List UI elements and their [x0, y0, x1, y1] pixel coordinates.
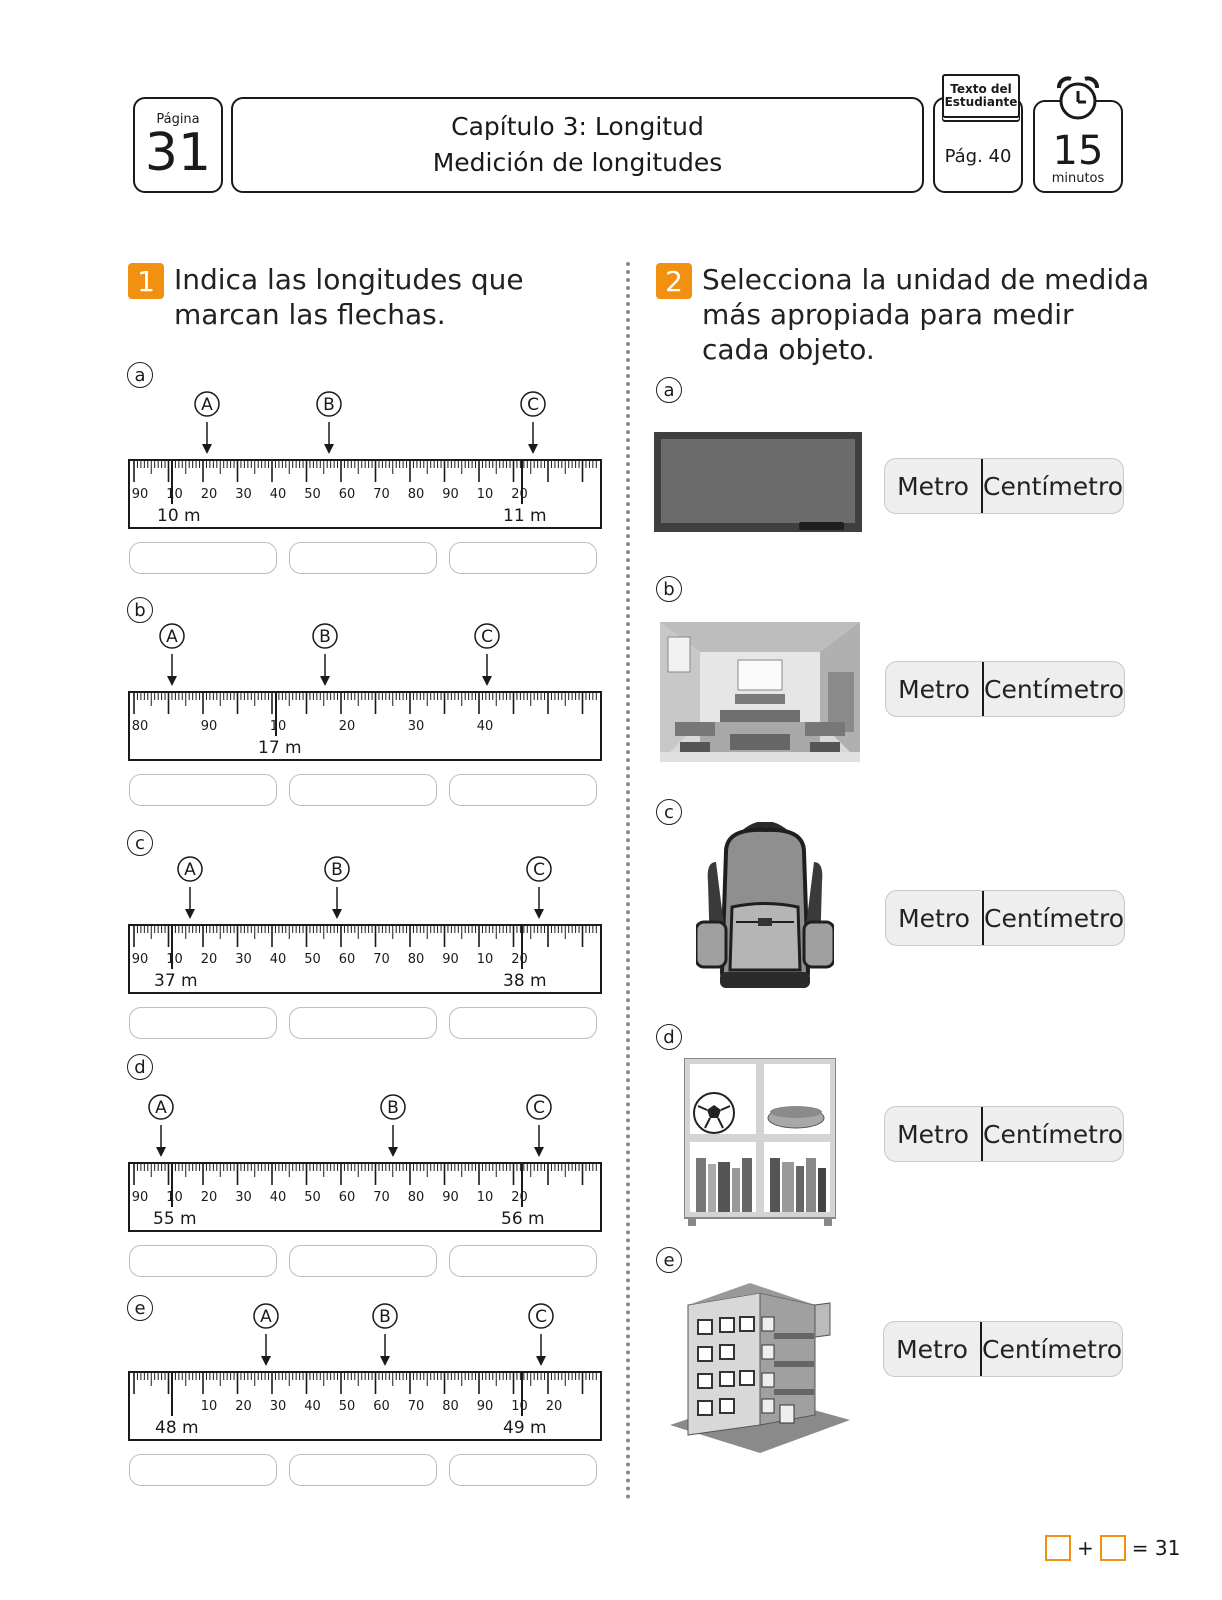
option-metro-c[interactable]: Metro — [886, 891, 984, 945]
option-centimetro-b[interactable]: Centímetro — [984, 674, 1124, 704]
score-footer — [1045, 1535, 1180, 1561]
ruler-tick-label: 20 — [545, 1399, 563, 1414]
ruler-meter-label: 55 m — [153, 1209, 197, 1229]
ruler-tick-label: 80 — [407, 1190, 425, 1205]
ruler-meter-label: 11 m — [503, 506, 547, 526]
ruler-tick-label: 10 — [200, 1399, 218, 1414]
answer-box-e-C[interactable] — [449, 1454, 597, 1486]
answer-box-b-A[interactable] — [129, 774, 277, 806]
arrow-head — [388, 1147, 398, 1157]
exercise-2-badge: 2 — [656, 263, 692, 299]
page-number-box — [133, 97, 223, 193]
ruler-tick-label: 30 — [235, 1190, 252, 1205]
ruler-tick-label: 90 — [131, 952, 149, 967]
arrow-head — [202, 444, 212, 454]
ruler-d — [120, 1093, 610, 1238]
ruler-tick-label: 50 — [338, 1399, 356, 1414]
arrow-label-B: B — [331, 860, 343, 880]
ruler-tick-label: 20 — [200, 1190, 218, 1205]
arrow-head — [185, 909, 195, 919]
score-plus: + — [1077, 1536, 1094, 1560]
ruler-tick-label: 90 — [131, 1190, 149, 1205]
ruler-tick-label: 20 — [338, 719, 356, 734]
option-centimetro-e[interactable]: Centímetro — [982, 1334, 1122, 1364]
alarm-clock-icon — [1052, 74, 1104, 124]
arrow-head — [320, 676, 330, 686]
ruler-tick-label: 80 — [407, 952, 425, 967]
ruler-tick-label: 90 — [200, 719, 218, 734]
item-d-letter: d — [656, 1024, 682, 1050]
arrow-label-C: C — [535, 1307, 547, 1327]
ruler-tick-label: 40 — [304, 1399, 321, 1414]
arrow-head — [380, 1356, 390, 1366]
ruler-tick-label: 20 — [511, 487, 528, 502]
column-divider — [626, 262, 630, 1500]
ruler-tick-label: 70 — [373, 952, 390, 967]
ruler-tick-label: 10 — [166, 1190, 183, 1205]
option-metro-d[interactable]: Metro — [885, 1107, 983, 1161]
exercise-2-line-3: cada objeto. — [702, 333, 875, 366]
option-metro-a[interactable]: Metro — [885, 459, 983, 513]
exercise-2-instruction — [702, 262, 1172, 367]
ruler-tick-label: 10 — [166, 952, 183, 967]
arrow-head — [528, 444, 538, 454]
ruler-tick-label: 90 — [442, 1190, 459, 1205]
ruler-meter-label: 10 m — [157, 506, 201, 526]
score-box-1[interactable] — [1045, 1535, 1071, 1561]
ruler-tick-label: 20 — [200, 487, 218, 502]
ruler-tick-label: 40 — [476, 719, 494, 734]
arrow-head — [167, 676, 177, 686]
student-text-label-1: Texto del — [950, 82, 1012, 96]
item-e-letter: e — [656, 1247, 682, 1273]
ruler-e-letter: e — [127, 1295, 153, 1321]
exercise-1-instruction — [174, 262, 604, 332]
arrow-head — [324, 444, 334, 454]
arrow-label-C: C — [533, 860, 545, 880]
ruler-tick-label: 70 — [373, 487, 390, 502]
ruler-tick-label: 20 — [200, 952, 218, 967]
ruler-tick-label: 90 — [131, 487, 149, 502]
ruler-meter-label: 38 m — [503, 971, 547, 991]
ruler-tick-label: 30 — [269, 1399, 287, 1414]
answer-box-a-B[interactable] — [289, 542, 437, 574]
ruler-tick-label: 10 — [476, 1190, 494, 1205]
score-box-2[interactable] — [1100, 1535, 1126, 1561]
arrow-label-C: C — [533, 1098, 545, 1118]
arrow-head — [536, 1356, 546, 1366]
ruler-tick-label: 10 — [269, 719, 287, 734]
ruler-tick-label: 10 — [511, 1399, 528, 1414]
arrow-head — [156, 1147, 166, 1157]
exercise-2-line-2: más apropiada para medir — [702, 298, 1074, 331]
ruler-a — [120, 390, 610, 535]
item-b-letter: b — [656, 576, 682, 602]
exercise-2-line-1: Selecciona la unidad de medida — [702, 263, 1150, 296]
arrow-label-C: C — [481, 627, 493, 647]
item-c-letter: c — [656, 799, 682, 825]
ruler-tick-label: 90 — [476, 1399, 494, 1414]
answer-box-b-B[interactable] — [289, 774, 437, 806]
ruler-meter-label: 48 m — [155, 1418, 199, 1438]
unit-selector-e — [883, 1321, 1123, 1377]
student-text-page: Pág. 40 — [944, 145, 1012, 167]
ruler-tick-label: 60 — [338, 952, 356, 967]
exercise-1-line-2: marcan las flechas. — [174, 298, 446, 331]
arrow-label-B: B — [379, 1307, 391, 1327]
ruler-tick-label: 60 — [338, 1190, 356, 1205]
ruler-c — [120, 855, 610, 1000]
arrow-label-A: A — [184, 860, 196, 880]
unit-selector-d — [884, 1106, 1124, 1162]
ruler-tick-label: 30 — [407, 719, 425, 734]
ruler-tick-label: 80 — [407, 487, 425, 502]
ruler-tick-label: 40 — [269, 1190, 287, 1205]
ruler-meter-label: 56 m — [501, 1209, 545, 1229]
arrow-label-B: B — [387, 1098, 399, 1118]
option-centimetro-c[interactable]: Centímetro — [984, 903, 1124, 933]
answer-box-b-C[interactable] — [449, 774, 597, 806]
building-image — [670, 1275, 850, 1455]
ruler-tick-label: 60 — [373, 1399, 390, 1414]
ruler-e — [120, 1302, 610, 1447]
arrow-head — [534, 909, 544, 919]
ruler-meter-label: 49 m — [503, 1418, 547, 1438]
ruler-tick-label: 10 — [476, 952, 494, 967]
bookshelf-image — [684, 1058, 836, 1226]
ruler-tick-label: 20 — [235, 1399, 252, 1414]
unit-selector-c — [885, 890, 1125, 946]
answer-box-a-C[interactable] — [449, 542, 597, 574]
arrow-label-B: B — [323, 395, 335, 415]
ruler-tick-label: 10 — [166, 487, 183, 502]
answer-box-d-B[interactable] — [289, 1245, 437, 1277]
chapter-title-box — [231, 97, 924, 193]
ruler-tick-label: 50 — [304, 1190, 321, 1205]
chapter-title: Capítulo 3: Longitud — [451, 112, 704, 141]
ruler-tick-label: 40 — [269, 487, 287, 502]
ruler-tick-label: 30 — [235, 487, 252, 502]
student-text-label-2: Estudiante — [944, 95, 1018, 109]
backpack-image — [696, 822, 834, 990]
ruler-tick-label: 40 — [269, 952, 287, 967]
ruler-tick-label: 80 — [131, 719, 149, 734]
option-centimetro-a[interactable]: Centímetro — [983, 471, 1123, 501]
book-icon — [942, 74, 1020, 118]
answer-box-c-A[interactable] — [129, 1007, 277, 1039]
option-centimetro-d[interactable]: Centímetro — [983, 1119, 1123, 1149]
ruler-meter-label: 17 m — [258, 738, 302, 758]
ruler-tick-label: 60 — [338, 487, 356, 502]
arrow-label-C: C — [527, 395, 539, 415]
answer-box-e-B[interactable] — [289, 1454, 437, 1486]
exercise-1-badge: 1 — [128, 263, 164, 299]
arrow-label-A: A — [201, 395, 213, 415]
unit-selector-b — [885, 661, 1125, 717]
answer-box-d-A[interactable] — [129, 1245, 277, 1277]
arrow-label-B: B — [319, 627, 331, 647]
arrow-head — [482, 676, 492, 686]
arrow-label-A: A — [166, 627, 178, 647]
answer-box-d-C[interactable] — [449, 1245, 597, 1277]
item-a-letter: a — [656, 377, 682, 403]
score-total: = 31 — [1131, 1536, 1181, 1560]
ruler-tick-label: 70 — [373, 1190, 390, 1205]
chapter-subtitle: Medición de longitudes — [432, 148, 723, 177]
ruler-a-letter: a — [127, 362, 153, 388]
classroom-image — [660, 622, 860, 762]
answer-box-c-C[interactable] — [449, 1007, 597, 1039]
ruler-tick-label: 50 — [304, 952, 321, 967]
time-value: 15 — [1052, 128, 1104, 174]
arrow-label-A: A — [155, 1098, 167, 1118]
arrow-head — [261, 1356, 271, 1366]
unit-selector-a — [884, 458, 1124, 514]
ruler-tick-label: 90 — [442, 487, 459, 502]
ruler-c-letter: c — [127, 830, 153, 856]
arrow-head — [534, 1147, 544, 1157]
exercise-1-line-1: Indica las longitudes que — [174, 263, 524, 296]
option-metro-e[interactable]: Metro — [884, 1322, 982, 1376]
ruler-d-letter: d — [127, 1054, 153, 1080]
ruler-tick-label: 90 — [442, 952, 459, 967]
page-number: 31 — [144, 122, 212, 183]
ruler-b — [120, 622, 610, 767]
arrow-head — [332, 909, 342, 919]
ruler-tick-label: 30 — [235, 952, 252, 967]
ruler-tick-label: 70 — [407, 1399, 425, 1414]
ruler-tick-label: 50 — [304, 487, 321, 502]
answer-box-e-A[interactable] — [129, 1454, 277, 1486]
option-metro-b[interactable]: Metro — [886, 662, 984, 716]
ruler-tick-label: 10 — [476, 487, 494, 502]
ruler-meter-label: 37 m — [154, 971, 198, 991]
ruler-tick-label: 20 — [511, 1190, 528, 1205]
answer-box-c-B[interactable] — [289, 1007, 437, 1039]
blackboard-image — [654, 432, 862, 532]
ruler-tick-label: 80 — [442, 1399, 459, 1414]
time-unit: minutos — [1051, 171, 1105, 186]
ruler-b-letter: b — [127, 597, 153, 623]
page-label: Página — [156, 111, 200, 127]
answer-box-a-A[interactable] — [129, 542, 277, 574]
arrow-label-A: A — [260, 1307, 272, 1327]
ruler-tick-label: 20 — [511, 952, 528, 967]
